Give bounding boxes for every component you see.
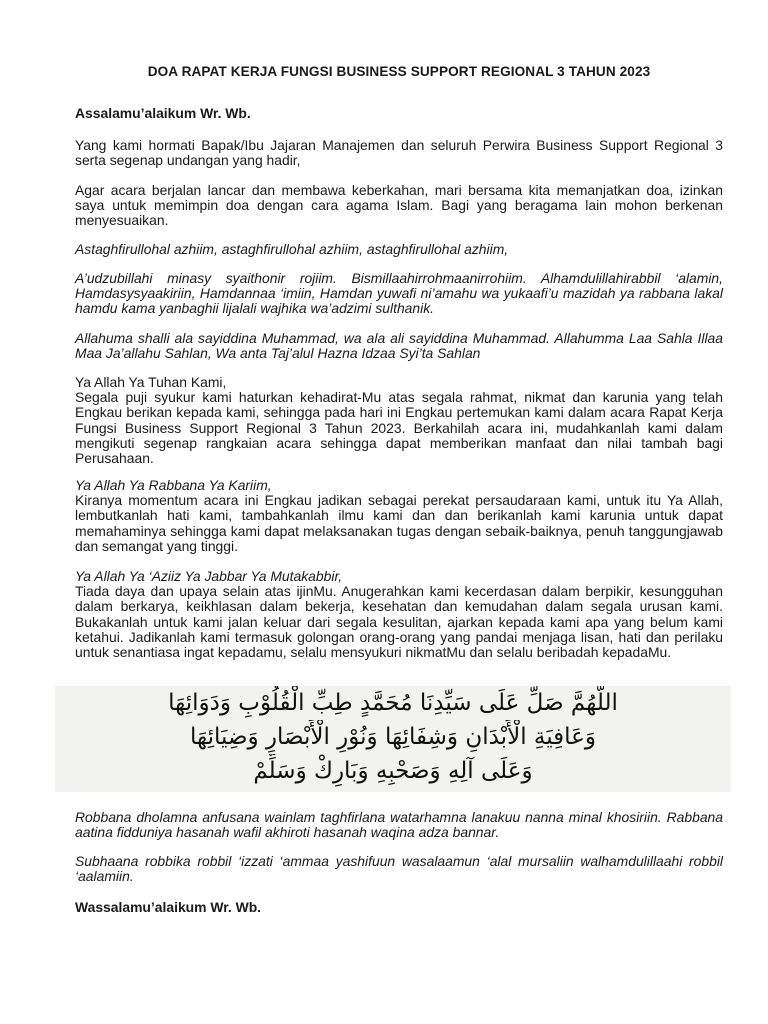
paragraph-ya-aziiz-heading: Ya Allah Ya ‘Aziiz Ya Jabbar Ya Mutakabbir, (75, 568, 343, 584)
paragraph-ya-rabbana-body: Kiranya momentum acara ini Engkau jadikan sebagai perekat persaudaraan kami, untuk itu Ya Allah, lembutkanlah hati kami, tambahkanlah ilmu kami dan dan berikanlah kami karunia untuk dapat memahaminya sehingga kami dapat melaksanakan tugas dengan sebaik-baiknya, penuh tanggungjawab dan semangat yang tinggi. (75, 492, 723, 554)
arabic-line: وَعَلَى آلِهِ وَصَحْبِهِ وَبَارِكْ وَسَلِّمْ (253, 758, 533, 784)
paragraph-salutation: Yang kami hormati Bapak/Ibu Jajaran Manajemen dan seluruh Perwira Business Support Regional 3 serta segenap undangan yang hadir, (75, 137, 723, 169)
paragraph-ya-tuhan-heading: Ya Allah Ya Tuhan Kami, (75, 374, 227, 390)
paragraph-ya-rabbana-heading: Ya Allah Ya Rabbana Ya Kariim, (75, 477, 272, 493)
arabic-shalawat-image (55, 686, 731, 792)
paragraph-ya-aziiz (75, 569, 723, 660)
paragraph-ya-aziiz-body: Tiada daya dan upaya selain atas ijinMu. Anugerahkan kami kecerdasan dalam berpikir, kesungguhan dalam berkarya, keikhlasan dalam bekerja, kesehatan dan kemudahan dalam segala urusan kami. Bukakanlah untuk kami jalan keluar dari segala kesulitan, ajarkan kepada kami apa yang belum kami ketahui. Jadikanlah kami termasuk golongan orang-orang yang pandai menjaga lisan, hati dan perilaku untuk senantiasa ingat kepadamu, selalu mensyukuri nikmatMu dan selalu beribadah kepadaMu. (75, 583, 723, 661)
paragraph-shalawat: Allahuma shalli ala sayiddina Muhammad, wa ala ali sayiddina Muhammad. Allahumma Laa Sahla Illaa Maa Ja’allahu Sahlan, Wa anta Taj’alul Hazna Idzaa Syi’ta Sahlan (75, 330, 723, 362)
paragraph-subhaana: Subhaana robbika robbil ‘izzati ‘ammaa yashifuun wasalaamun ‘alal mursaliin walhamdulillaahi robbil ‘aalamiin. (75, 853, 723, 885)
arabic-line: اللَّهُمَّ صَلِّ عَلَى سَيِّدِنَا مُحَمَّدٍ طِبِّ الْقُلُوْبِ وَدَوَائِهَا (168, 690, 618, 716)
paragraph-taawudz: A’udzubillahi minasy syaithonir rojiim. Bismillaahirrohmaanirrohiim. Alhamdulillahirabbil ‘alamin, Hamdasysyaakiriin, Hamdannaa ‘imiin, Hamdan yuwafi ni’amahu wa yukaafi’u mazidah ya rabbana lakal hamdu kama yanbaghii lijalali wajhika wa’adzimi sulthanik. (75, 270, 723, 317)
paragraph-ya-tuhan (75, 375, 723, 466)
closing-greeting: Wassalamu’alaikum Wr. Wb. (75, 899, 262, 915)
paragraph-invitation: Agar acara berjalan lancar dan membawa keberkahan, mari bersama kita memanjatkan doa, izinkan saya untuk memimpin doa dengan cara agama Islam. Bagi yang beragama lain mohon berkenan menyesuaikan. (75, 182, 723, 229)
arabic-line: وَعَافِيَةِ الْأَبْدَانِ وَشِفَائِهَا وَنُوْرِ الْأَبْصَارِ وَضِيَائِهَا (189, 724, 596, 750)
opening-greeting: Assalamu’alaikum Wr. Wb. (75, 105, 251, 121)
paragraph-ya-rabbana (75, 478, 723, 554)
paragraph-robbana: Robbana dholamna anfusana wainlam taghfirlana watarhamna lanakuu nanna minal khosiriin. Rabbana aatina fidduniya hasanah wafil akhiroti hasanah waqina adza bannar. (75, 809, 723, 841)
paragraph-istighfar: Astaghfirullohal azhiim, astaghfirullohal azhiim, astaghfirullohal azhiim, (75, 241, 509, 257)
document-title: DOA RAPAT KERJA FUNGSI BUSINESS SUPPORT REGIONAL 3 TAHUN 2023 (147, 64, 651, 79)
paragraph-ya-tuhan-body: Segala puji syukur kami haturkan kehadirat-Mu atas segala rahmat, nikmat dan karunia yang telah Engkau berikan kepada kami, sehingga pada hari ini Engkau pertemukan kami dalam acara Rapat Kerja Fungsi Business Support Regional 3 Tahun 2023. Berkahilah acara ini, mudahkanlah kami dalam mengikuti segenap rangkaian acara sehingga dapat memberikan manfaat dan nilai tambah bagi Perusahaan. (75, 389, 723, 467)
